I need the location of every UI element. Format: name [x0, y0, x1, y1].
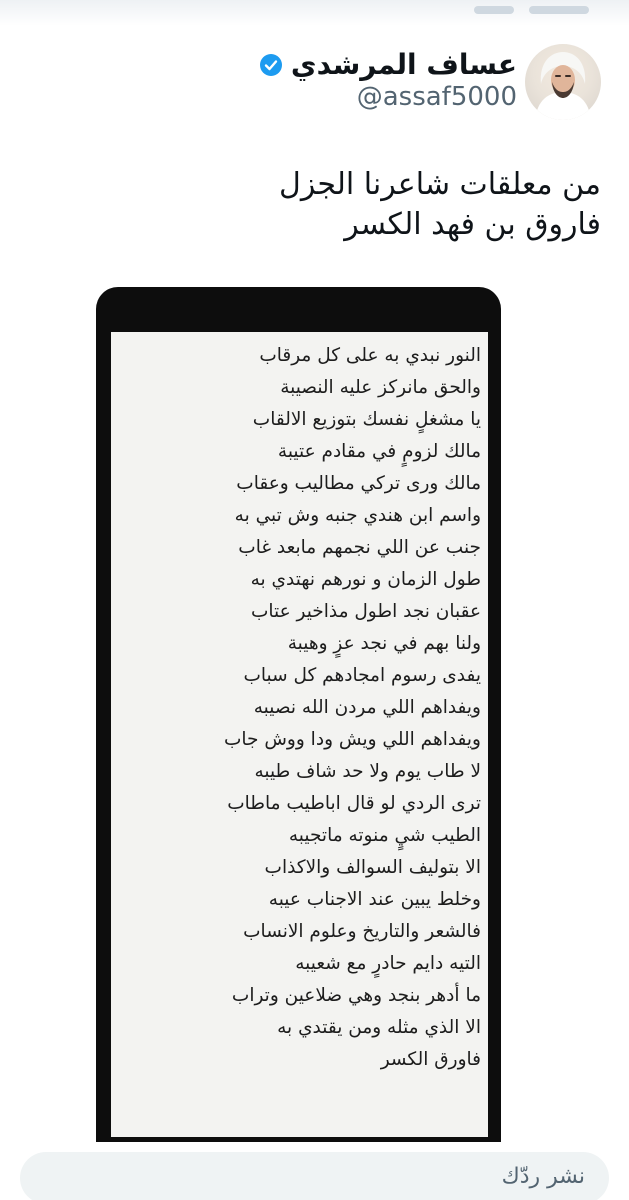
verified-badge-icon [259, 53, 283, 77]
poem-line: فالشعر والتاريخ وعلوم الانساب [243, 921, 481, 942]
poem-line: يا مشغلٍ نفسك بتوزيع الالقاب [252, 409, 481, 430]
poem-line: يفدى رسوم امجادهم كل سباب [243, 665, 481, 686]
poem-line: عقبان نجد اطول مذاخير عتاب [250, 601, 481, 622]
faded-element [529, 6, 589, 14]
poem-line: ترى الردي لو قال اباطيب ماطاب [227, 793, 481, 814]
poem-line: مالك لزومٍ في مقادم عتيبة [277, 441, 481, 462]
poem-line: الطيب شيٍ منوته ماتجيبه [288, 825, 481, 846]
poem-line: وخلط يبين عند الاجناب عيبه [268, 889, 481, 910]
poem-line: والحق مانركز عليه النصيبة [280, 377, 481, 398]
author-name[interactable]: عساف المرشدي [290, 48, 517, 81]
poem-line: النور نبدي به على كل مرقاب [259, 345, 481, 366]
tweet-text [21, 165, 601, 245]
poem-signature: فاورق الكسر [380, 1049, 481, 1070]
avatar[interactable] [525, 44, 601, 120]
reply-input[interactable] [20, 1152, 609, 1200]
avatar-image [525, 44, 601, 120]
tweet-text-line: من معلقات شاعرنا الجزل [279, 167, 601, 202]
poem-line: ويفداهم اللي مردن الله نصيبه [253, 697, 481, 718]
poem-line: ويفداهم اللي ويش ودا ووش جاب [223, 729, 481, 750]
previous-tweet-fade [0, 0, 629, 26]
poem-line: ما أدهر بنجد وهي ضلاعين وتراب [231, 985, 481, 1006]
tweet-text-line: فاروق بن فهد الكسر [344, 207, 601, 242]
author-handle[interactable]: @assaf5000 [356, 82, 517, 112]
poem-line: الا بتوليف السوالف والاكذاب [264, 857, 481, 878]
reply-placeholder: نشر ردّك [501, 1164, 585, 1189]
poem-line: الا الذي مثله ومن يقتدي به [277, 1017, 481, 1038]
poem-line: التيه دايم حادرٍ مع شعيبه [295, 953, 481, 974]
poem-line: واسم ابن هندي جنبه وش تبي به [234, 505, 481, 526]
poem-line: طول الزمان و نورهم نهتدي به [250, 569, 481, 590]
poem-line: لا طاب يوم ولا حد شاف طيبه [254, 761, 481, 782]
author-name-row[interactable] [259, 48, 517, 81]
faded-element [474, 6, 514, 14]
poem-text [191, 340, 481, 1076]
poem-line: جنب عن اللي نجمهم مابعد غاب [238, 537, 481, 558]
poem-line: مالك ورى تركي مطاليب وعقاب [236, 473, 481, 494]
poem-line: ولنا بهم في نجد عزٍ وهيبة [287, 633, 481, 654]
